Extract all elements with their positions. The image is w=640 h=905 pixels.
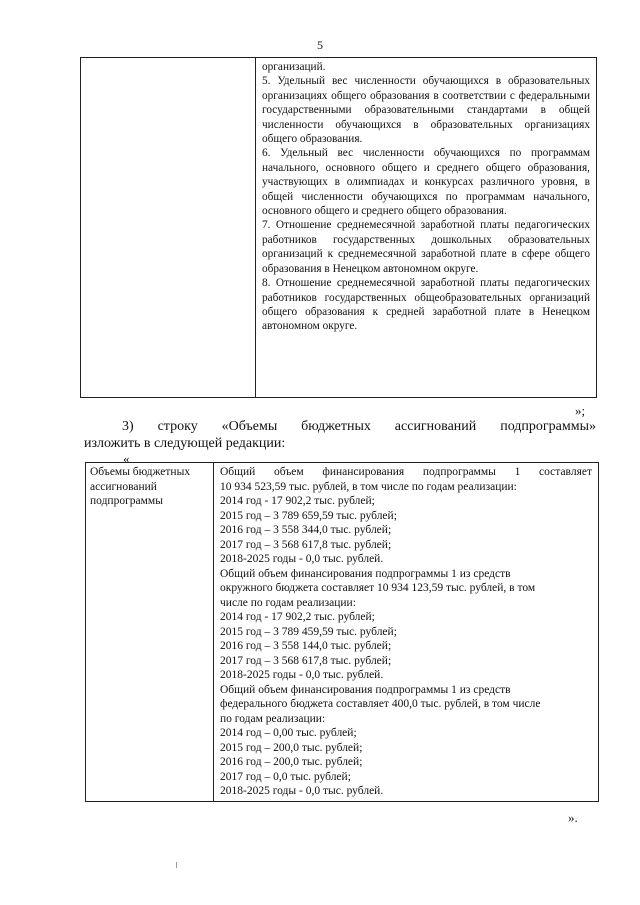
budget-line: 2016 год – 3 558 144,0 тыс. рублей; xyxy=(220,640,392,652)
budget-line: Общий объем финансирования подпрограммы 1 составляет xyxy=(220,466,592,478)
budget-line: 2017 год – 3 568 617,8 тыс. рублей; xyxy=(220,654,392,667)
indicator-item: организаций. xyxy=(262,61,326,73)
closing-quote: »; xyxy=(575,403,586,418)
indicators-table-right-cell xyxy=(256,58,596,397)
opening-quote: « xyxy=(123,451,130,466)
budget-line: 2018-2025 годы - 0,0 тыс. рублей. xyxy=(220,785,384,797)
indicator-item: 8. Отношение среднемесячной заработной платы педагогических работников государственных общеобразовательных организаций общего образования к средней заработной плате в Ненецком автономном округе. xyxy=(262,277,590,333)
budget-line: Общий объем финансирования подпрограммы 1 из средств xyxy=(220,567,511,580)
indicator-item: 5. Удельный вес численности обучающихся в образовательных организациях общего образования в соответствии с федеральными государственными образовательными стандартами в общей численности обучающихся в образовательных организациях общего образования. xyxy=(262,75,590,146)
instruction-line: 3) строку «Объемы бюджетных ассигнований подпрограммы» xyxy=(122,419,596,434)
budget-table-content xyxy=(214,463,598,801)
closing-quote: ». xyxy=(568,810,578,825)
page-number: 5 xyxy=(317,38,323,52)
amendment-instruction xyxy=(84,418,596,452)
indicator-item: 7. Отношение среднемесячной заработной платы педагогических работников государственных дошкольных образовательных организаций к среднемесячной заработной плате в сфере общего образования в Ненецком автономном округе. xyxy=(262,219,590,275)
budget-line: 2014 год – 0,00 тыс. рублей; xyxy=(220,727,357,739)
indicators-table-left-cell xyxy=(81,58,256,397)
budget-line: Общий объем финансирования подпрограммы 1 из средств xyxy=(220,683,511,696)
budget-line: 2015 год – 200,0 тыс. рублей; xyxy=(220,741,363,754)
budget-table xyxy=(85,462,599,802)
budget-line: 2017 год – 0,0 тыс. рублей; xyxy=(220,770,351,783)
indicator-item: 6. Удельный вес численности обучающихся по программам начального, основного общего и среднего общего образования, участвующих в олимпиадах и конкурсах различного уровня, в общей численности обучающихся по программам начального, основного общего и среднего общего образования. xyxy=(262,147,590,218)
budget-line: 2014 год - 17 902,2 тыс. рублей; xyxy=(220,495,375,507)
budget-line: окружного бюджета составляет 10 934 123,59 тыс. рублей, в том xyxy=(220,582,536,594)
budget-table-label: Объемы бюджетных ассигнований подпрограммы xyxy=(86,463,214,801)
budget-line: 2016 год – 3 558 344,0 тыс. рублей; xyxy=(220,524,392,536)
budget-line: 2018-2025 годы - 0,0 тыс. рублей. xyxy=(220,669,384,681)
budget-line: 2015 год – 3 789 459,59 тыс. рублей; xyxy=(220,625,397,638)
budget-line: числе по годам реализации: xyxy=(220,596,356,609)
budget-line: 2017 год – 3 568 617,8 тыс. рублей; xyxy=(220,538,392,551)
budget-line: 10 934 523,59 тыс. рублей, в том числе по годам реализации: xyxy=(220,480,517,493)
budget-line: федерального бюджета составляет 400,0 тыс. рублей, в том числе xyxy=(220,698,541,710)
budget-line: 2018-2025 годы - 0,0 тыс. рублей. xyxy=(220,553,384,565)
budget-line: 2014 год - 17 902,2 тыс. рублей; xyxy=(220,611,375,623)
budget-line: 2015 год – 3 789 659,59 тыс. рублей; xyxy=(220,509,397,522)
indicators-table xyxy=(80,57,597,398)
budget-line: 2016 год – 200,0 тыс. рублей; xyxy=(220,756,363,768)
scan-mark xyxy=(176,862,177,868)
instruction-line: изложить в следующей редакции: xyxy=(84,436,286,451)
budget-line: по годам реализации: xyxy=(220,712,326,725)
